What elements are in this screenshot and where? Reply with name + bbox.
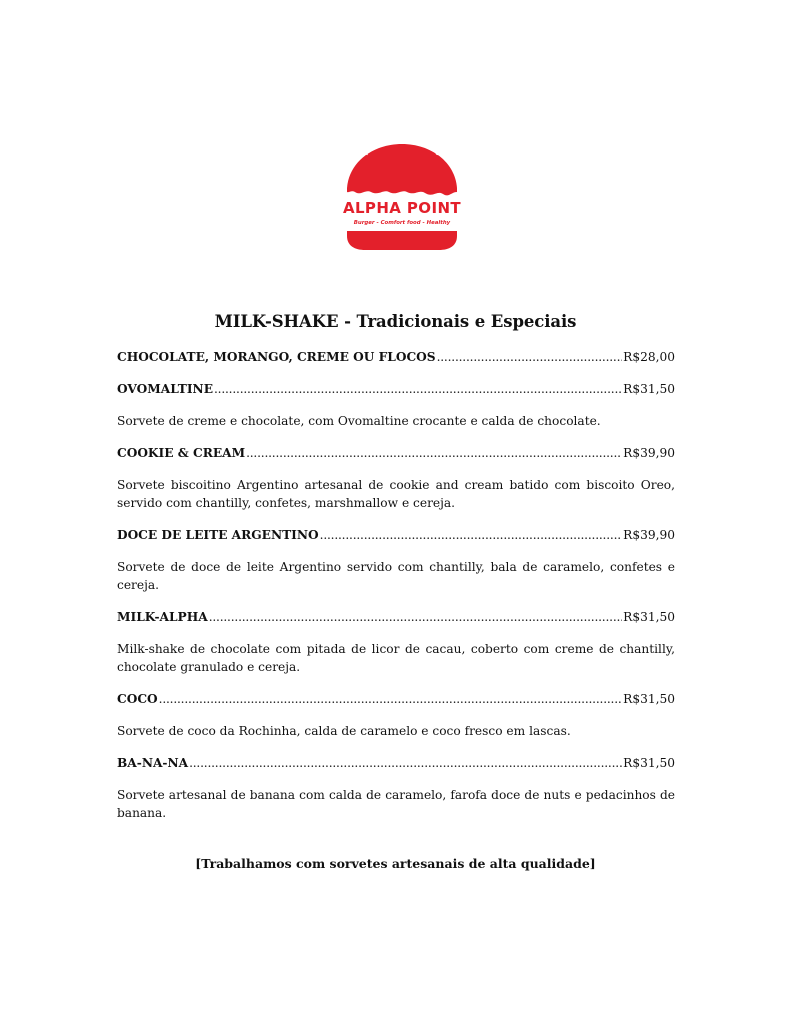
menu-item-name: COOKIE & CREAM: [117, 446, 246, 460]
page-title: MILK-SHAKE - Tradicionais e Especiais: [214, 312, 577, 331]
menu-item-name: DOCE DE LEITE ARGENTINO: [117, 528, 319, 542]
menu-item: [117, 608, 675, 676]
footer-note: [Trabalhamos com sorvetes artesanais de alta qualidade]: [195, 856, 596, 871]
menu-item-name: COCO: [117, 692, 158, 706]
dot-leader: [320, 526, 623, 544]
menu-item-line: [117, 754, 675, 772]
menu-item: [117, 690, 675, 740]
menu-item: [117, 380, 675, 430]
alpha-point-logo: [339, 132, 465, 254]
dot-leader: [159, 690, 623, 708]
dot-leader: [437, 348, 623, 366]
menu-item-price: R$31,50: [623, 382, 675, 396]
menu-item-line: [117, 608, 675, 626]
menu-item-price: R$31,50: [623, 610, 675, 624]
menu-item-line: [117, 690, 675, 708]
dot-leader: [209, 608, 622, 626]
menu-item-description: Sorvete de doce de leite Argentino servido com chantilly, bala de caramelo, confetes e cereja.: [117, 560, 675, 592]
menu-item-name: OVOMALTINE: [117, 382, 213, 396]
menu-item-line: [117, 444, 675, 462]
menu-item: [117, 754, 675, 822]
menu-item-line: [117, 526, 675, 544]
menu-item: [117, 444, 675, 512]
menu-item-description: Sorvete biscoitino Argentino artesanal de cookie and cream batido com biscoito Oreo, servido com chantilly, confetes, marshmallow e cereja.: [117, 478, 675, 510]
menu-item-name: CHOCOLATE, MORANGO, CREME OU FLOCOS: [117, 350, 436, 364]
logo-arc-text: TASTY SINCE 2000: [360, 132, 444, 158]
menu-item-price: R$28,00: [623, 350, 675, 364]
menu-item-name: BA-NA-NA: [117, 756, 189, 770]
menu-item: [117, 348, 675, 366]
menu-item-line: [117, 348, 675, 366]
menu-item-description: Sorvete de coco da Rochinha, calda de caramelo e coco fresco em lascas.: [117, 724, 571, 738]
dot-leader: [189, 754, 622, 772]
menu-item-price: R$39,90: [623, 528, 675, 542]
menu-item-description: Milk-shake de chocolate com pitada de licor de cacau, coberto com creme de chantilly, chocolate granulado e cereja.: [117, 642, 675, 674]
menu-list: [117, 348, 675, 822]
menu-item-description: Sorvete artesanal de banana com calda de caramelo, farofa doce de nuts e pedacinhos de banana.: [117, 788, 675, 820]
logo-brand-text: ALPHA POINT: [342, 199, 462, 217]
menu-item: [117, 526, 675, 594]
dot-leader: [246, 444, 622, 462]
menu-item-line: [117, 380, 675, 398]
menu-item-name: MILK-ALPHA: [117, 610, 208, 624]
dot-leader: [214, 380, 622, 398]
menu-item-price: R$31,50: [623, 692, 675, 706]
menu-item-price: R$39,90: [623, 446, 675, 460]
menu-item-description: Sorvete de creme e chocolate, com Ovomaltine crocante e calda de chocolate.: [117, 414, 601, 428]
logo-tagline: Burger - Comfort food - Healthy: [353, 220, 451, 226]
menu-item-price: R$31,50: [623, 756, 675, 770]
